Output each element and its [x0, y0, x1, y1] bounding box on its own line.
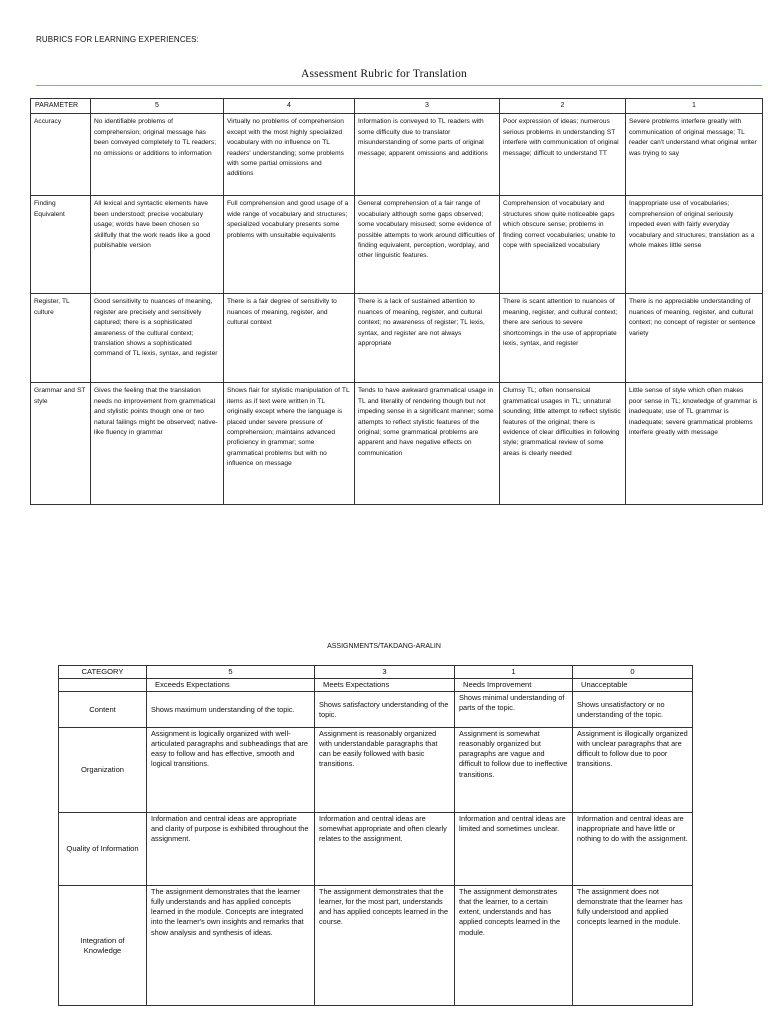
assignments-cell: Assignment is somewhat reasonably organized but paragraphs are vague and difficult to follow due to ineffective transitions.	[455, 728, 573, 813]
rubric-header-score-5: 5	[91, 99, 224, 114]
table-row	[59, 886, 693, 1006]
assignments-rubric-table	[58, 665, 693, 1006]
rubric-cell: Tends to have awkward grammatical usage in TL and literality of rendering though but not impeding sense in a significant manner; some attempts to reflect stylistic features of the original; some grammatical problems are apparent and have negative effects on communication	[355, 383, 500, 505]
assignments-category: Organization	[59, 728, 147, 813]
table-row	[31, 294, 763, 383]
assignments-cell: Information and central ideas are appropriate and clarity of purpose is exhibited throughout the assignment.	[147, 813, 315, 886]
rubric-header-score-1: 1	[626, 99, 763, 114]
assignments-title: ASSIGNMENTS/TAKDANG-ARALIN	[327, 643, 441, 650]
rubric-cell: Gives the feeling that the translation needs no improvement from grammatical and stylistic points though one or two natural failings might be observed; native-like fluency in grammar	[91, 383, 224, 505]
assignments-header-category: CATEGORY	[59, 666, 147, 679]
rubric-cell: Inappropriate use of vocabularies; comprehension of original seriously impeded even with fairly everyday vocabulary and structures; translation as a whole makes little sense	[626, 196, 763, 294]
rubric-cell: There is a fair degree of sensitivity to nuances of meaning, register, and cultural context	[224, 294, 355, 383]
assignments-header-score-5: 5	[147, 666, 315, 679]
page-heading: RUBRICS FOR LEARNING EXPERIENCES:	[36, 35, 199, 44]
assignments-cell: The assignment demonstrates that the learner fully understands and has applied concepts learned in the module. Concepts are integrated into the learner's own insights and remarks that show analysis and synthesis of ideas.	[147, 886, 315, 1006]
assignments-cell: Information and central ideas are limited and sometimes unclear.	[455, 813, 573, 886]
rubric-header-score-4: 4	[224, 99, 355, 114]
rubric-parameter: Grammar and ST style	[31, 383, 91, 505]
rubric-cell: Good sensitivity to nuances of meaning, register are precisely and sensitively captured; there is a sophisticated awareness of the cultural context; translation shows a sophisticated command of TL lexis, syntax, and register	[91, 294, 224, 383]
rubric-cell: Comprehension of vocabulary and structures show quite noticeable gaps which obscure sense; problems in finding correct vocabularies; unable to cope with specialized vocabulary	[500, 196, 626, 294]
rubric-cell: Poor expression of ideas; numerous serious problems in understanding ST interfere with communication of original message; difficult to understand TT	[500, 114, 626, 196]
assignments-header-score-3: 3	[315, 666, 455, 679]
assignments-category: Content	[59, 692, 147, 728]
assignments-header-score-0: 0	[573, 666, 693, 679]
assignments-cell: Information and central ideas are inappropriate and have little or nothing to do with the assignment.	[573, 813, 693, 886]
rubric-header-row	[31, 99, 763, 114]
rubric-cell: Full comprehension and good usage of a wide range of vocabulary and structures; specialized vocabulary presents some problems with unsuitable equivalents	[224, 196, 355, 294]
assignments-cell: Assignment is reasonably organized with understandable paragraphs that can be easily followed with basic transitions.	[315, 728, 455, 813]
table-row	[59, 728, 693, 813]
assignments-subheader: Exceeds Expectations	[147, 679, 315, 692]
assignments-cell: The assignment demonstrates that the learner, for the most part, understands and has applied concepts learned in the course.	[315, 886, 455, 1006]
assignments-subheader: Meets Expectations	[315, 679, 455, 692]
rubric-parameter: Accuracy	[31, 114, 91, 196]
rubric-title: Assessment Rubric for Translation	[301, 68, 467, 80]
assignments-subheader-row	[59, 679, 693, 692]
rubric-cell: Severe problems interfere greatly with communication of original message; TL reader can't understand what original writer was trying to say	[626, 114, 763, 196]
translation-rubric-table	[30, 98, 763, 505]
assignments-cell: Information and central ideas are somewhat appropriate and often clearly relates to the assignment.	[315, 813, 455, 886]
rubric-cell: No identifiable problems of comprehension; original message has been conveyed completely to TL readers; no omissions or additions to information	[91, 114, 224, 196]
assignments-cell: The assignment does not demonstrate that the learner has fully understood and applied concepts learned in the module.	[573, 886, 693, 1006]
assignments-cell: Shows minimal understanding of parts of the topic.	[455, 692, 573, 728]
table-row	[59, 813, 693, 886]
rubric-cell: Shows flair for stylistic manipulation of TL items as if text were written in TL originally except where the language is placed under severe pressure of comprehension; maintains advanced proficiency in grammar; some grammatical problems but with no influence on message	[224, 383, 355, 505]
assignments-cell: Assignment is logically organized with well-articulated paragraphs and subheadings that are easy to follow and has effective, smooth and logical transitions.	[147, 728, 315, 813]
assignments-cell: Shows satisfactory understanding of the topic.	[315, 692, 455, 728]
assignments-category: Integration of Knowledge	[59, 886, 147, 1006]
assignments-subheader: Unacceptable	[573, 679, 693, 692]
rubric-parameter: Register, TL culture	[31, 294, 91, 383]
assignments-header-row	[59, 666, 693, 679]
assignments-cell: Shows maximum understanding of the topic.	[147, 692, 315, 728]
rubric-cell: All lexical and syntactic elements have been understood; precise vocabulary usage; words have been chosen so skillfully that the work reads like a good publishable version	[91, 196, 224, 294]
rubric-parameter: Finding Equivalent	[31, 196, 91, 294]
rubric-cell: Information is conveyed to TL readers with some difficulty due to translator misunderstanding of some parts of original message; apparent omissions and additions	[355, 114, 500, 196]
rubric-cell: There is scant attention to nuances of meaning, register, and cultural context; there are serious to severe shortcomings in the use of appropriate lexis, syntax, and register	[500, 294, 626, 383]
table-row	[59, 692, 693, 728]
assignments-cell: The assignment demonstrates that the learner, to a certain extent, understands and has applied concepts learned in the module.	[455, 886, 573, 1006]
table-row	[31, 196, 763, 294]
assignments-header-score-1: 1	[455, 666, 573, 679]
title-divider	[36, 85, 762, 86]
table-row	[31, 114, 763, 196]
rubric-cell: There is a lack of sustained attention to nuances of meaning, register, and cultural context; no awareness of register; TL lexis, syntax, and register are not always appropriate	[355, 294, 500, 383]
rubric-cell: Clumsy TL; often nonsensical grammatical usages in TL; unnatural sounding; little attempt to reflect stylistic features of the original; there is evidence of clear difficulties in following style; grammatical review of some areas is clearly needed	[500, 383, 626, 505]
assignments-cell: Shows unsatisfactory or no understanding of the topic.	[573, 692, 693, 728]
assignments-subheader: Needs Improvement	[455, 679, 573, 692]
assignments-subheader-blank	[59, 679, 147, 692]
rubric-cell: Virtually no problems of comprehension except with the most highly specialized vocabulary with no influence on TL readers' understanding; some problems with some partial omissions and additions	[224, 114, 355, 196]
table-row	[31, 383, 763, 505]
rubric-cell: There is no appreciable understanding of nuances of meaning, register, and cultural context; no concept of register or sentence variety	[626, 294, 763, 383]
rubric-cell: Little sense of style which often makes poor sense in TL; knowledge of grammar is inadequate; use of TL grammar is inadequate; severe grammatical problems interfere greatly with message	[626, 383, 763, 505]
assignments-category: Quality of Information	[59, 813, 147, 886]
rubric-header-score-2: 2	[500, 99, 626, 114]
rubric-header-score-3: 3	[355, 99, 500, 114]
rubric-header-parameter: PARAMETER	[31, 99, 91, 114]
assignments-cell: Assignment is illogically organized with unclear paragraphs that are difficult to follow due to poor transitions.	[573, 728, 693, 813]
rubric-cell: General comprehension of a fair range of vocabulary although some gaps observed; some vocabulary misused; some evidence of possible attempts to work around difficulties of finding equivalent, perception, wordplay, and other linguistic features.	[355, 196, 500, 294]
